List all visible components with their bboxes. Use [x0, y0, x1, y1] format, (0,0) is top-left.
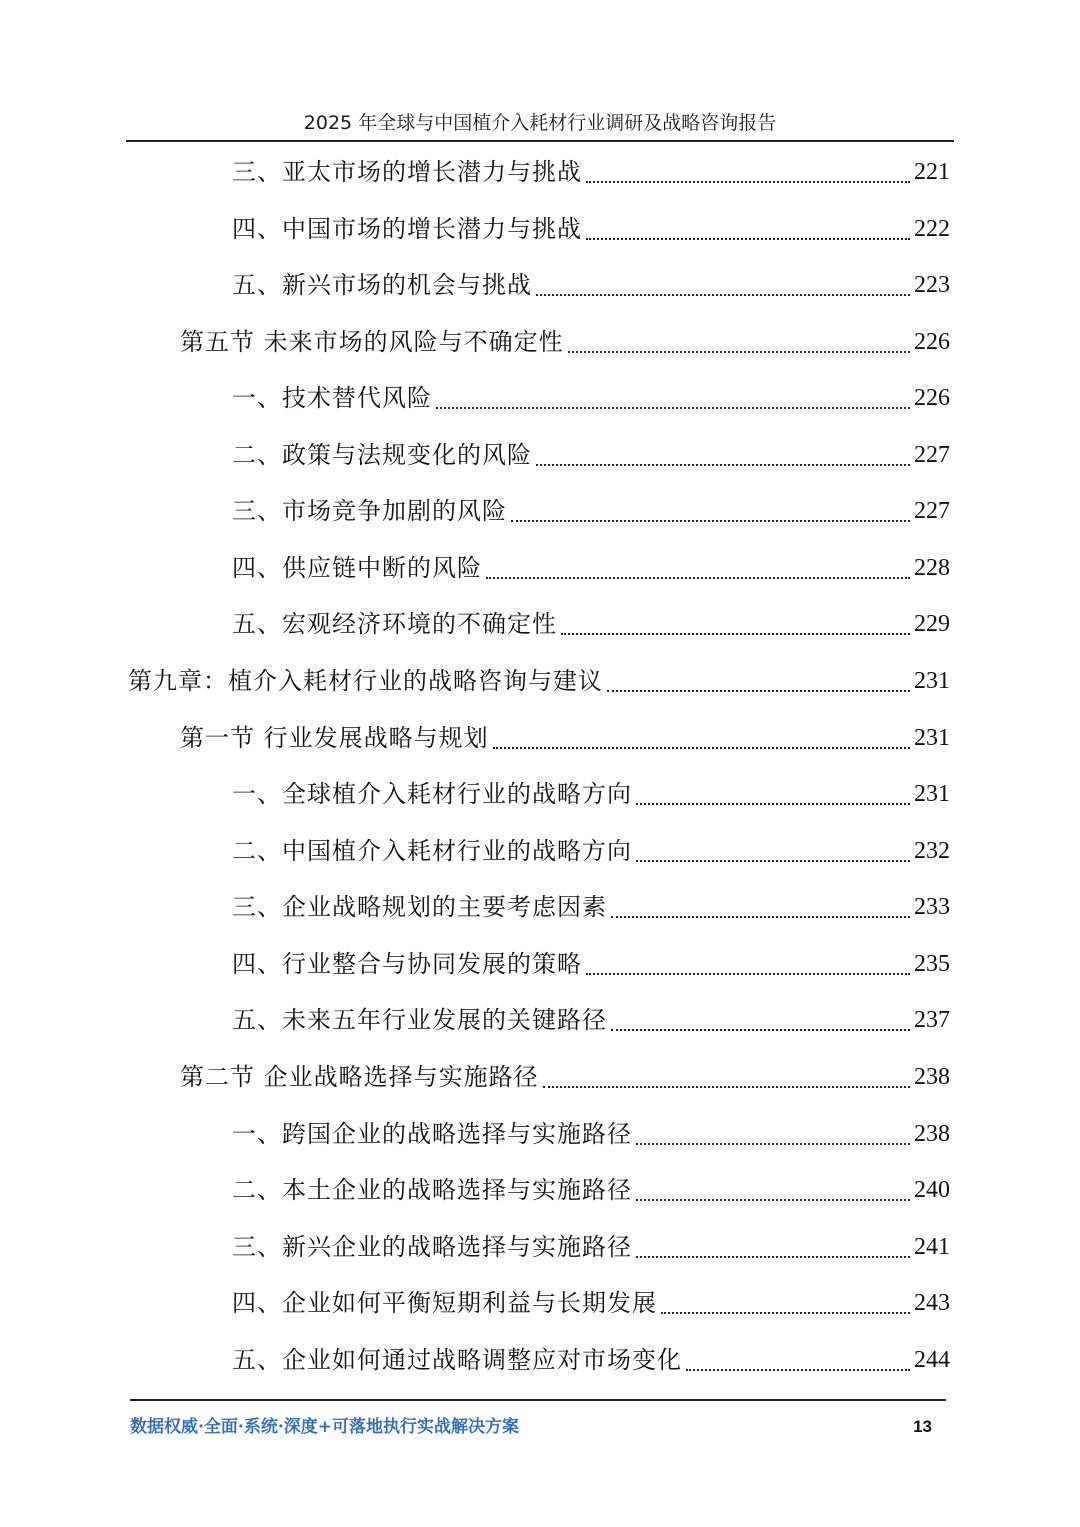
toc-page-number: 237 [914, 1007, 950, 1033]
toc-leader-dots [536, 464, 910, 466]
toc-leader-dots [568, 351, 910, 353]
toc-leader-dots [611, 916, 910, 918]
toc-page-number: 221 [914, 159, 950, 185]
toc-section-entry[interactable] [180, 1057, 950, 1097]
toc-leader-dots [493, 747, 910, 749]
toc-entry[interactable] [232, 1170, 950, 1210]
toc-leader-dots [607, 690, 910, 692]
toc-leader-dots [636, 860, 910, 862]
toc-chapter-entry[interactable] [128, 661, 950, 701]
footer-divider [130, 1399, 946, 1401]
toc-entry[interactable] [232, 774, 950, 814]
toc-entry-label: 三、市场竞争加剧的风险 [232, 497, 507, 525]
toc-entry[interactable] [232, 944, 950, 984]
toc-entry-label: 四、行业整合与协同发展的策略 [232, 950, 582, 978]
toc-entry-label: 第五节 未来市场的风险与不确定性 [180, 328, 564, 356]
toc-leader-dots [486, 577, 910, 579]
toc-leader-dots [586, 181, 910, 183]
toc-page-number: 223 [914, 272, 950, 298]
toc-page-number: 231 [914, 781, 950, 807]
toc-page-number: 244 [914, 1347, 950, 1373]
toc-page-number: 241 [914, 1234, 950, 1260]
toc-entry[interactable] [232, 548, 950, 588]
toc-leader-dots [511, 520, 910, 522]
toc-entry[interactable] [232, 831, 950, 871]
toc-page-number: 231 [914, 668, 950, 694]
toc-entry[interactable] [232, 378, 950, 418]
toc-page-number: 226 [914, 329, 950, 355]
toc-entry[interactable] [232, 1340, 950, 1380]
toc-page-number: 226 [914, 385, 950, 411]
toc-page-number: 222 [914, 216, 950, 242]
toc-leader-dots [611, 1029, 910, 1031]
toc-entry[interactable] [232, 1000, 950, 1040]
toc-entry-label: 第一节 行业发展战略与规划 [180, 724, 489, 752]
toc-leader-dots [543, 1086, 910, 1088]
toc-leader-dots [636, 803, 910, 805]
toc-leader-dots [586, 973, 910, 975]
toc-page-number: 231 [914, 725, 950, 751]
toc-entry[interactable] [232, 1283, 950, 1323]
toc-entry-label: 五、未来五年行业发展的关键路径 [232, 1006, 607, 1034]
toc-leader-dots [586, 238, 910, 240]
footer-slogan: 数据权威·全面·系统·深度+可落地执行实战解决方案 [130, 1417, 519, 1437]
toc-entry[interactable] [232, 152, 950, 192]
toc-leader-dots [436, 407, 910, 409]
toc-page-number: 240 [914, 1177, 950, 1203]
toc-entry[interactable] [232, 1114, 950, 1154]
toc-page-number: 238 [914, 1121, 950, 1147]
toc-entry-label: 一、跨国企业的战略选择与实施路径 [232, 1120, 632, 1148]
toc-page-number: 233 [914, 894, 950, 920]
toc-leader-dots [661, 1312, 910, 1314]
toc-entry[interactable] [232, 887, 950, 927]
report-title: 2025 年全球与中国植介入耗材行业调研及战略咨询报告 [303, 112, 777, 134]
toc-entry-label: 三、亚太市场的增长潜力与挑战 [232, 158, 582, 186]
header-divider [126, 140, 954, 142]
toc-entry-label: 二、中国植介入耗材行业的战略方向 [232, 837, 632, 865]
toc-entry-label: 三、新兴企业的战略选择与实施路径 [232, 1233, 632, 1261]
toc-entry-label: 五、宏观经济环境的不确定性 [232, 610, 557, 638]
toc-page-number: 243 [914, 1290, 950, 1316]
toc-leader-dots [561, 633, 910, 635]
toc-leader-dots [636, 1199, 910, 1201]
toc-section-entry[interactable] [180, 322, 950, 362]
toc-page-number: 227 [914, 498, 950, 524]
toc-leader-dots [636, 1256, 910, 1258]
toc-entry-label: 二、本土企业的战略选择与实施路径 [232, 1176, 632, 1204]
toc-leader-dots [686, 1369, 910, 1371]
toc-entry-label: 四、供应链中断的风险 [232, 554, 482, 582]
toc-entry[interactable] [232, 209, 950, 249]
toc-section-entry[interactable] [180, 718, 950, 758]
toc-page-number: 232 [914, 838, 950, 864]
toc-entry-label: 五、企业如何通过战略调整应对市场变化 [232, 1346, 682, 1374]
toc-entry-label: 第二节 企业战略选择与实施路径 [180, 1063, 539, 1091]
toc-page-number: 238 [914, 1064, 950, 1090]
toc-page-number: 235 [914, 951, 950, 977]
toc-page-number: 228 [914, 555, 950, 581]
toc-leader-dots [536, 294, 910, 296]
toc-entry[interactable] [232, 435, 950, 475]
toc-entry-label: 二、政策与法规变化的风险 [232, 441, 532, 469]
toc-entry-label: 第九章：植介入耗材行业的战略咨询与建议 [128, 667, 603, 695]
toc-entry[interactable] [232, 604, 950, 644]
toc-entry-label: 一、技术替代风险 [232, 384, 432, 412]
toc-entry-label: 四、企业如何平衡短期利益与长期发展 [232, 1289, 657, 1317]
footer-page-number: 13 [913, 1417, 932, 1436]
toc-leader-dots [636, 1143, 910, 1145]
toc-entry-label: 五、新兴市场的机会与挑战 [232, 271, 532, 299]
toc-page-number: 229 [914, 611, 950, 637]
toc-entry-label: 四、中国市场的增长潜力与挑战 [232, 215, 582, 243]
toc-page-number: 227 [914, 442, 950, 468]
toc-entry[interactable] [232, 491, 950, 531]
toc-entry-label: 一、全球植介入耗材行业的战略方向 [232, 780, 632, 808]
toc-entry[interactable] [232, 1227, 950, 1267]
toc-entry-label: 三、企业战略规划的主要考虑因素 [232, 893, 607, 921]
toc-entry[interactable] [232, 265, 950, 305]
